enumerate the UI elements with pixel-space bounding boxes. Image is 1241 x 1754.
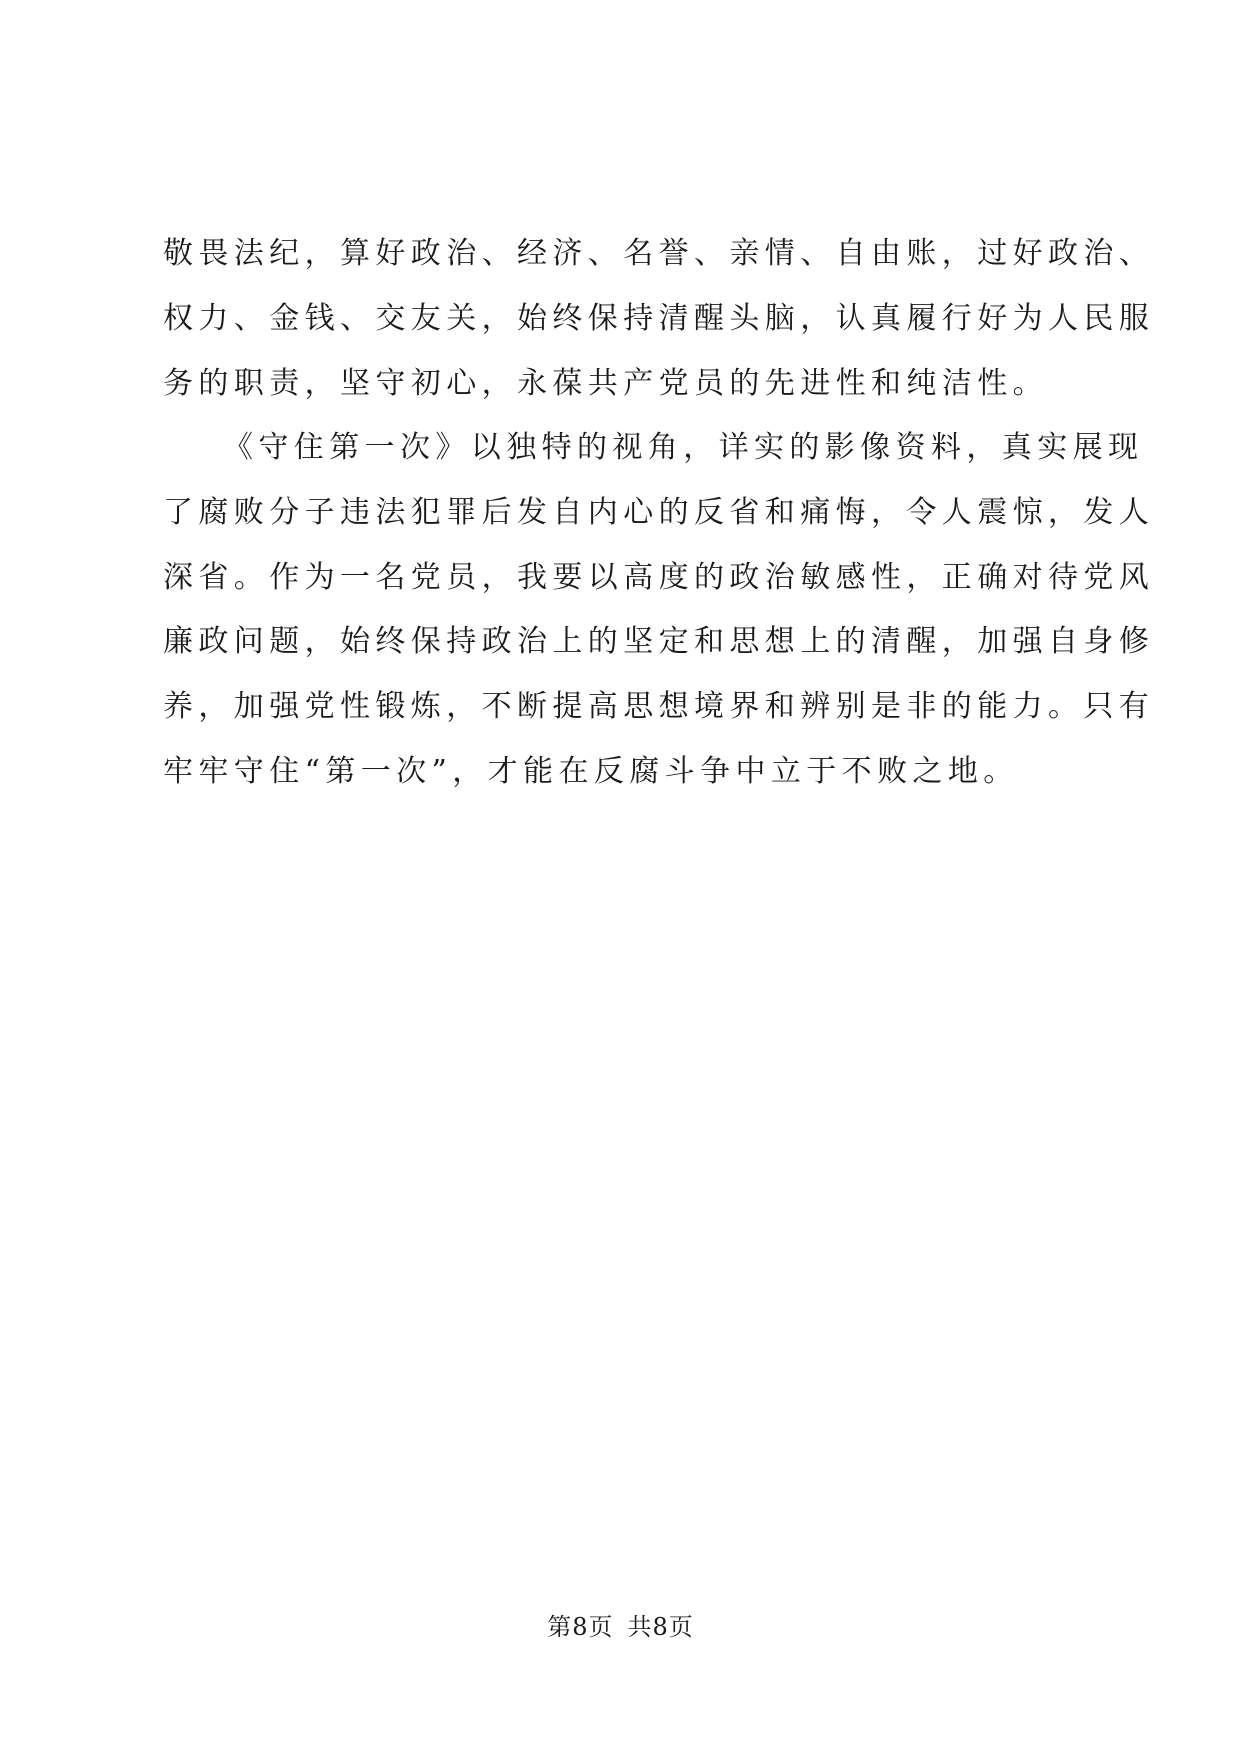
paragraph-line: 敬畏法纪，算好政治、经济、名誉、亲情、自由账，过好政治、 [163,236,1155,271]
total-pages: 共8页 [627,1613,694,1641]
paragraph-line: 深省。作为一名党员，我要以高度的政治敏感性，正确对待党风 [163,560,1155,595]
paragraph-line: 牢牢守住“第一次”，才能在反腐斗争中立于不败之地。 [163,754,1019,789]
paragraph-line: 权力、金钱、交友关，始终保持清醒头脑，认真履行好为人民服 [163,301,1155,336]
paragraph-line: 廉政问题，始终保持政治上的坚定和思想上的清醒，加强自身修 [163,624,1155,659]
paragraph-line: 养，加强党性锻炼，不断提高思想境界和辨别是非的能力。只有 [163,689,1155,724]
paragraph-line: 了腐败分子违法犯罪后发自内心的反省和痛悔，令人震惊，发人 [163,495,1155,530]
page-footer [0,1612,1241,1642]
paragraph-line: 务的职责，坚守初心，永葆共产党员的先进性和纯洁性。 [163,366,1048,401]
paragraph-line: 《守住第一次》以独特的视角，详实的影像资料，真实展现 [223,430,1144,465]
page-number: 第8页 [547,1613,614,1641]
